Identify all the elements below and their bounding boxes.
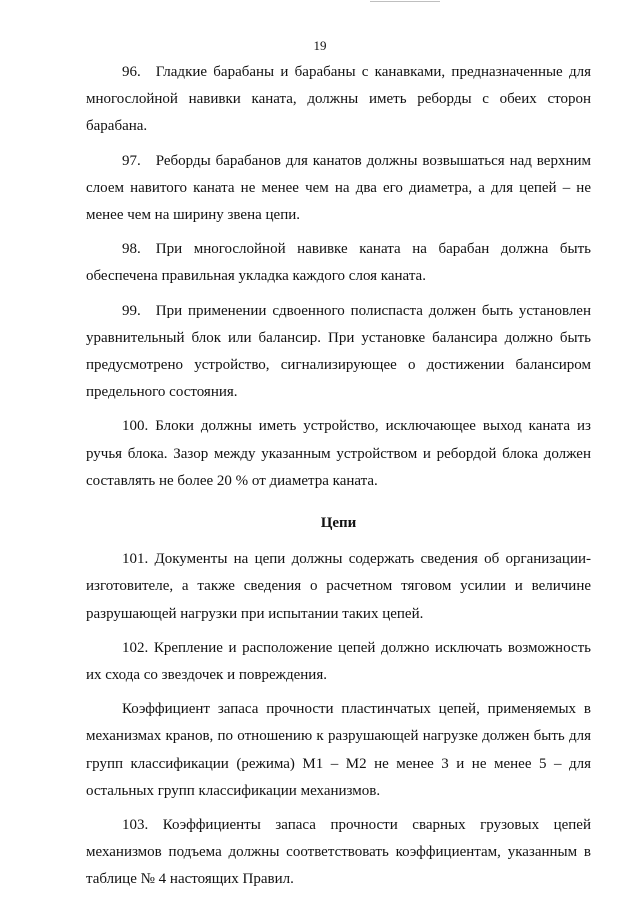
paragraph-99: 99. При применении сдвоенного полиспаста должен быть установлен уравнительный блок или балансир. При установке балансира должно быть предусмотрено устройство, сигнализирующее о достижении балансиром предельного состояния. [86, 302, 591, 401]
paragraph-101: 101. Документы на цепи должны содержать сведения об организации-изготовителе, а также сведения о расчетном тяговом усилии и величине разрушающей нагрузки при испытании таких цепей. [86, 551, 591, 622]
paragraph-98: 98. При многослойной навивке каната на барабан должна быть обеспечена правильная укладка каждого слоя каната. [86, 241, 591, 285]
paragraph-102: 102. Крепление и расположение цепей должно исключать возможность их схода со звездочек и повреждения. [86, 639, 591, 684]
scan-edge-line [370, 1, 440, 2]
paragraph-103: 103. Коэффициенты запаса прочности сварных грузовых цепей механизмов подъема должны соответствовать коэффициентам, указанным в таблице № 4 настоящих Правил. [86, 817, 591, 888]
document-body [86, 59, 591, 901]
paragraph-96: 96. Гладкие барабаны и барабаны с канавками, предназначенные для многослойной навивки каната, должны иметь реборды с обеих сторон барабана. [86, 64, 591, 135]
section-title-chains: Цепи [320, 515, 357, 532]
paragraph-102-coefficient: Коэффициент запаса прочности пластинчатых цепей, применяемых в механизмах кранов, по отношению к разрушающей нагрузке должен быть для групп классификации (режима) М1 – М2 не менее 3 и не менее 5 – для остальных групп классификации механизмов. [86, 701, 591, 799]
paragraph-97: 97. Реборды барабанов для канатов должны возвышаться над верхним слоем навитого каната не менее чем на два его диаметра, а для цепей – не менее чем на ширину звена цепи. [86, 152, 591, 224]
page-number: 19 [313, 38, 327, 53]
paragraph-100: 100. Блоки должны иметь устройство, исключающее выход каната из ручья блока. Зазор между указанным устройством и ребордой блока должен составлять не более 20 % от диаметра каната. [86, 418, 591, 489]
